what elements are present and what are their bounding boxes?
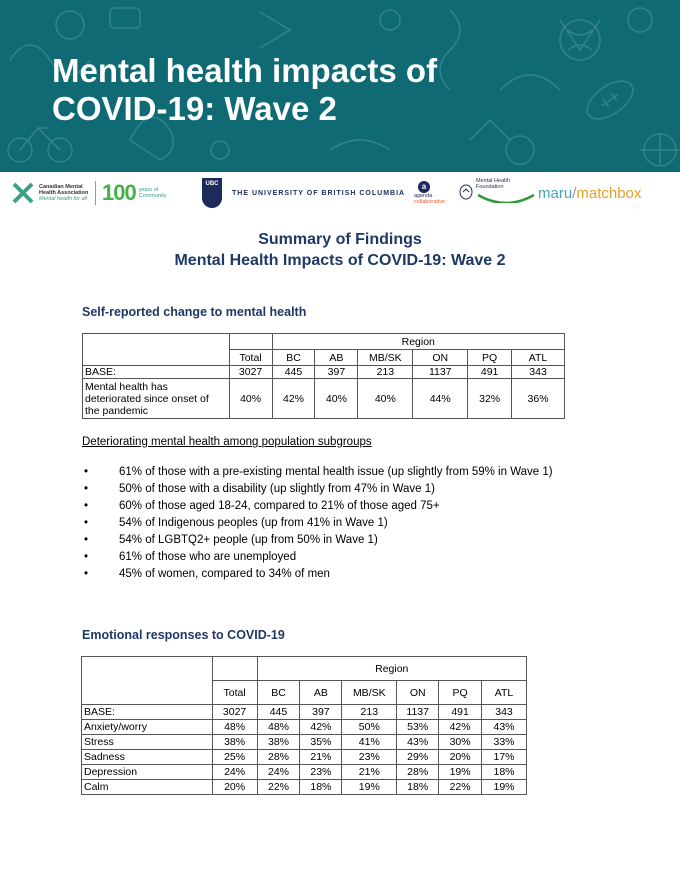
- list-item-text: 61% of those with a pre-existing mental health issue (up slightly from 59% in Wave 1): [119, 466, 553, 478]
- column-header: BC: [257, 681, 300, 705]
- table-cell: 43%: [482, 720, 527, 735]
- table-cell: 42%: [300, 720, 342, 735]
- table-cell: 343: [512, 366, 565, 379]
- column-header: PQ: [439, 681, 482, 705]
- column-header: MB/SK: [342, 681, 397, 705]
- hundred-years-logo: [95, 172, 167, 214]
- row-label: Depression: [82, 765, 213, 780]
- table-row: [83, 366, 565, 379]
- table-cell: 43%: [397, 735, 439, 750]
- summary-title: Summary of Findings: [258, 231, 422, 248]
- table-cell: 18%: [482, 765, 527, 780]
- cmha-logo: [12, 172, 88, 214]
- logo-strip: [0, 172, 680, 214]
- list-item-text: 54% of Indigenous peoples (up from 41% in Wave 1): [119, 517, 388, 529]
- summary-subtitle: Mental Health Impacts of COVID-19: Wave 2: [174, 252, 506, 269]
- row-label-line-1: Mental health has: [85, 380, 168, 393]
- column-header: Total: [229, 350, 272, 366]
- table-cell: 32%: [468, 379, 512, 419]
- table-cell: 41%: [342, 735, 397, 750]
- table-cell: 38%: [257, 735, 300, 750]
- hundred-years-number: 100: [102, 180, 136, 205]
- table-header-row: [83, 334, 565, 350]
- table-cell: 445: [272, 366, 315, 379]
- table-cell: 25%: [212, 750, 257, 765]
- table-cell: 23%: [300, 765, 342, 780]
- row-label: Sadness: [82, 750, 213, 765]
- mental-health-foundation-logo: [459, 172, 536, 214]
- table-cell: 40%: [358, 379, 413, 419]
- list-item-text: 61% of those who are unemployed: [119, 551, 297, 563]
- cmha-name-line-1: Canadian Mental: [39, 184, 83, 190]
- agenda-line-2: collaborative: [414, 199, 445, 205]
- table-cell: 18%: [300, 780, 342, 795]
- banner-title-line-2: COVID-19: Wave 2: [52, 90, 337, 127]
- table-cell: 17%: [482, 750, 527, 765]
- table-cell: 21%: [342, 765, 397, 780]
- table-cell: 48%: [257, 720, 300, 735]
- table-cell: 22%: [257, 780, 300, 795]
- table-cell: 28%: [257, 750, 300, 765]
- row-label: BASE:: [82, 705, 213, 720]
- row-label: Calm: [82, 780, 213, 795]
- section-title-mental-health-change: Self-reported change to mental health: [82, 305, 307, 319]
- bullet-icon: •: [84, 517, 89, 529]
- section-title-emotional-responses: Emotional responses to COVID-19: [82, 628, 285, 642]
- emotional-responses-table: [81, 656, 527, 795]
- cmha-x-icon: [12, 182, 34, 204]
- column-header: BC: [272, 350, 315, 366]
- mhf-emblem-icon: [459, 184, 473, 202]
- column-header: ATL: [482, 681, 527, 705]
- table-cell: 33%: [482, 735, 527, 750]
- table-cell: 24%: [212, 765, 257, 780]
- maru-matchbox-logo: [538, 172, 641, 214]
- region-header: Region: [272, 334, 564, 350]
- table-cell: 42%: [272, 379, 315, 419]
- table-cell: 1137: [413, 366, 468, 379]
- agenda-line-1: agenda: [414, 193, 433, 199]
- mental-health-change-table: [82, 333, 565, 419]
- table-cell: 3027: [212, 705, 257, 720]
- agenda-collaborative-logo: [414, 172, 445, 214]
- table-cell: 24%: [257, 765, 300, 780]
- table-row: [82, 735, 527, 750]
- ubc-crest-icon: UBC: [202, 178, 222, 208]
- table-cell: 23%: [342, 750, 397, 765]
- list-item-text: 54% of LGBTQ2+ people (up from 50% in Wave 1): [119, 534, 378, 546]
- table-header-row: [82, 657, 527, 681]
- table-cell: 213: [342, 705, 397, 720]
- table-cell: 50%: [342, 720, 397, 735]
- table-cell: 3027: [229, 366, 272, 379]
- table-row: [82, 765, 527, 780]
- bullet-icon: •: [84, 500, 89, 512]
- table-row: [83, 379, 565, 419]
- row-label: [83, 379, 230, 419]
- table-cell: 491: [468, 366, 512, 379]
- column-header: ATL: [512, 350, 565, 366]
- banner-title-line-1: Mental health impacts of: [52, 52, 438, 89]
- table-cell: 44%: [413, 379, 468, 419]
- cmha-name-line-2: Health Association: [39, 190, 89, 196]
- column-header: PQ: [468, 350, 512, 366]
- bullet-icon: •: [84, 466, 89, 478]
- mhf-line-1: Mental Health: [476, 178, 510, 184]
- column-header: Total: [212, 681, 257, 705]
- table-cell: 20%: [439, 750, 482, 765]
- table-cell: 40%: [229, 379, 272, 419]
- table-cell: 343: [482, 705, 527, 720]
- hundred-years-sub-2: Community: [138, 193, 167, 199]
- green-ribbon-icon: [476, 191, 536, 203]
- table-cell: 18%: [397, 780, 439, 795]
- table-cell: 19%: [482, 780, 527, 795]
- column-header: ON: [413, 350, 468, 366]
- table-cell: 28%: [397, 765, 439, 780]
- ubc-name: THE UNIVERSITY OF BRITISH COLUMBIA: [232, 189, 406, 197]
- table-cell: 213: [358, 366, 413, 379]
- bullet-icon: •: [84, 568, 89, 580]
- table-cell: 19%: [342, 780, 397, 795]
- table-cell: 19%: [439, 765, 482, 780]
- column-header: AB: [300, 681, 342, 705]
- table-cell: 397: [300, 705, 342, 720]
- agenda-a-icon: a: [418, 181, 430, 193]
- table-cell: 445: [257, 705, 300, 720]
- maru-text: maru: [538, 184, 573, 202]
- matchbox-text: matchbox: [576, 184, 642, 202]
- banner-title: [52, 52, 437, 128]
- row-label-line-2: deteriorated since onset of: [85, 392, 209, 405]
- table-cell: 40%: [315, 379, 358, 419]
- table-cell: 36%: [512, 379, 565, 419]
- list-item-text: 45% of women, compared to 34% of men: [119, 568, 330, 580]
- bullet-icon: •: [84, 534, 89, 546]
- logo-slash: /: [572, 184, 577, 202]
- table-cell: 22%: [439, 780, 482, 795]
- table-cell: 38%: [212, 735, 257, 750]
- table-cell: 48%: [212, 720, 257, 735]
- bullet-icon: •: [84, 483, 89, 495]
- subgroups-title: Deteriorating mental health among population subgroups: [82, 436, 372, 448]
- table-row: [82, 780, 527, 795]
- bullet-icon: •: [84, 551, 89, 563]
- row-label: Anxiety/worry: [82, 720, 213, 735]
- table-cell: 1137: [397, 705, 439, 720]
- table-cell: 29%: [397, 750, 439, 765]
- row-label-line-3: the pandemic: [85, 404, 149, 417]
- table-cell: 53%: [397, 720, 439, 735]
- table-cell: 30%: [439, 735, 482, 750]
- table-cell: 20%: [212, 780, 257, 795]
- list-item-text: 60% of those aged 18-24, compared to 21% of those aged 75+: [119, 500, 440, 512]
- table-row: [82, 705, 527, 720]
- header-banner: [0, 0, 680, 172]
- column-header: ON: [397, 681, 439, 705]
- table-row: [82, 750, 527, 765]
- cmha-tagline: Mental health for all: [39, 196, 87, 202]
- list-item-text: 50% of those with a disability (up slightly from 47% in Wave 1): [119, 483, 435, 495]
- table-cell: 491: [439, 705, 482, 720]
- table-cell: 21%: [300, 750, 342, 765]
- row-label: BASE:: [83, 366, 230, 379]
- table-cell: 397: [315, 366, 358, 379]
- table-row: [82, 720, 527, 735]
- column-header: MB/SK: [358, 350, 413, 366]
- region-header: Region: [257, 657, 526, 681]
- table-cell: 42%: [439, 720, 482, 735]
- table-cell: 35%: [300, 735, 342, 750]
- row-label: Stress: [82, 735, 213, 750]
- hundred-years-sub-1: years of: [138, 187, 159, 193]
- ubc-logo: [202, 172, 405, 214]
- mhf-line-2: Foundation: [476, 184, 504, 190]
- column-header: AB: [315, 350, 358, 366]
